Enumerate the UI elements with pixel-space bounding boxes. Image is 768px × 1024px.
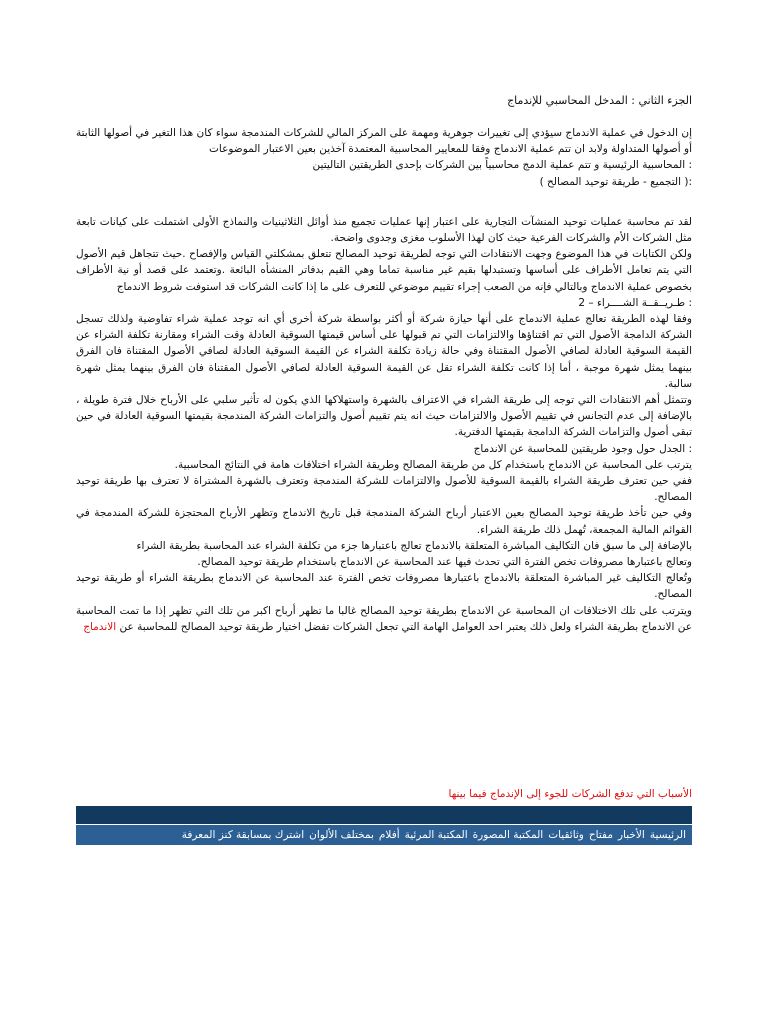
paragraph-7: ففي حين تعترف طريقة الشراء بالقيمة السوقية للأصول والالتزامات للشركة المندمجة وتعترف بالشهرة المشتراة لا تعترف بها طريقة توحيد المصالح. (76, 475, 692, 504)
nav-item-home[interactable]: الرئيسية (649, 829, 686, 841)
paragraph-12-red-word: الاندماج (83, 620, 117, 633)
nav-item-films[interactable]: أفلام (378, 829, 400, 841)
footer-nav (76, 825, 692, 845)
paragraph-4: وتتمثل أهم الانتقادات التي توجه إلى طريقة الشراء في الاعتراف بالشهرة واستهلاكها الذي يكون له تأثير سلبي على الأرباح خلال فترة طويلة ، بالإضافة إلى عدم التجانس في تقييم الأصول والالتزامات حيث انه يتم تقييم أصول والتزامات الشركة المندمجة بقيمتها السوقية العادلة في حين تبقى أصول والتزامات الشركة الدامجة بقيمتها الدفترية. (76, 394, 692, 439)
nav-item-news[interactable]: الأخبار (617, 829, 645, 841)
paragraph-9: بالإضافة إلى ما سبق فان التكاليف المباشرة المتعلقة بالاندماج تعالج باعتبارها جزء من تكلفة الشراء عند المحاسبة بطريقة الشراء (136, 539, 692, 552)
nav-item-colors[interactable]: بمختلف الألوان (309, 829, 374, 841)
paragraph-11: وتُعالج التكاليف غير المباشرة المتعلقة بالاندماج باعتبارها مصروفات تخص الفترة عند المحاسبة عن الاندماج بطريقة الشراء أو طريقة توحيد المصالح. (76, 572, 692, 601)
paragraph-3: وفقا لهذه الطريقة تعالج عملية الاندماج على أنها حيازة شركة أو أكثر بواسطة شركة أخرى أي انه توجد عملية شراء تفاوضية ولذلك تسجل الشركة الدامجة الأصول التي تم اقتناؤها والالتزامات التي تم قبولها على أساس قيمتها السوقية العادلة وقت الشراء ومقارنة تكلفة الشراء عن القيمة السوقية العادلة لصافي الأصول المقتناة وفي حالة زيادة تكلفة الشراء عن القيمة السوقية العادلة لصافي الأصول المقتناة فان الفرق بينهما يمثل شهرة موجبة ، أما إذا كانت تكلفة الشراء تقل عن القيمة السوقية العادلة لصافي الأصول المقتناة فان الفرق بينهما يمثل شهرة سالبة. (76, 313, 692, 390)
nav-item-key[interactable]: مفتاح (588, 829, 613, 841)
section-heading: الجزء الثاني : المدخل المحاسبي للإندماج (507, 94, 692, 107)
paragraph-6: يترتب على المحاسبة عن الاندماج باستخدام كل من طريقة المصالح وطريقة الشراء اختلافات هامة في النتائج المحاسبية. (174, 458, 692, 471)
paragraph-2: ولكن الكتابات في هذا الموضوع وجهت الانتقادات التي توجه لطريقة توحيد المصالح تتعلق بمشكلتي القياس والإفصاح .حيث تتجاهل قيم الأصول التي يتم تعامل الأطراف على أساسها وتستبدلها بقيم غير مناسبة تماما وهي القيم بدفاتر المنشأه البائعة .وتعتمد على قصد أو نية الأطراف بخصوص عملية الاندماج وبالتالي فإنه من الصعب إجراء تقييم موضوعي للتعرف على ما إذا كانت الشركات قد استوفت شروط الاندماج (76, 248, 692, 293)
paragraph-10: وتعالج باعتبارها مصروفات تخص الفترة التي تحدث فيها عند المحاسبة عن الاندماج باستخدام طريقة توحيد المصالح. (197, 556, 692, 569)
method-2-title: : طـريــقــة الشــــراء – 2 (578, 296, 692, 309)
nav-item-contest[interactable]: اشترك بمسابقة كنز المعرفة (181, 829, 305, 841)
paragraph-12 (76, 603, 692, 635)
paragraph-5: : الجدل حول وجود طريقتين للمحاسبة عن الاندماج (473, 442, 692, 455)
intro-line-2: : المحاسبية الرئيسية و تتم عملية الدمج محاسبياً بين الشركات بإحدى الطريقتين التاليتين (312, 159, 692, 172)
paragraph-8: وفي حين تأخذ طريقة توحيد المصالح بعين الاعتبار أرباح الشركة المندمجة قبل تاريخ الاندماج وتظهر الأرباح المحتجزة للشركة المندمجة في القوائم المالية المجمعة، تُهمل ذلك طريقة الشراء. (76, 507, 692, 536)
method-1-title: :( التجميع - طريقة توحيد المصالح ) (539, 175, 692, 188)
nav-item-documentaries[interactable]: وثائقيات (548, 829, 584, 841)
paragraph-12-text: ويترتب على تلك الاختلافات ان المحاسبة عن الاندماج بطريقة توحيد المصالح غالبا ما تظهر أرباح اكبر من تلك التي تظهر إذا ما تمت المحاسبة عن الاندماج بطريقة الشراء ولعل ذلك يعتبر احد العوامل الهامة التي تجعل الشركات تفضل اختيار طريقة توحيد المصالح للمحاسبة عن (76, 604, 692, 633)
reasons-link[interactable]: الأسباب التي تدفع الشركات للجوء إلى الإندماج فيما بينها (448, 788, 692, 800)
footer-bar (76, 806, 692, 824)
intro-paragraph: إن الدخول في عملية الاندماج سيؤدي إلى تغييرات جوهرية ومهمة على المركز المالي للشركات المندمجة سواء كان هذا التغير في أصولها الثابتة أو أصولها المتداولة ولابد ان تتم عملية الاندماج وفقا للمعايير المحاسبية المعتمدة آخذين بعين الاعتبار الموضوعات (76, 127, 692, 156)
nav-item-photo-library[interactable]: المكتبة المصورة (472, 829, 544, 841)
document-body (76, 94, 692, 800)
paragraph-1: لقد تم محاسبة عمليات توحيد المنشآت التجارية على اعتبار إنها عمليات تجميع منذ أوائل الثلاثينيات والنماذج الأولى اشتملت على كيانات تابعة مثل الشركات الأم والشركات الفرعية حيث كان لهذا الأسلوب مغزى وجدوى واضحة. (76, 215, 692, 245)
nav-item-video-library[interactable]: المكتبة المرئية (404, 829, 468, 841)
